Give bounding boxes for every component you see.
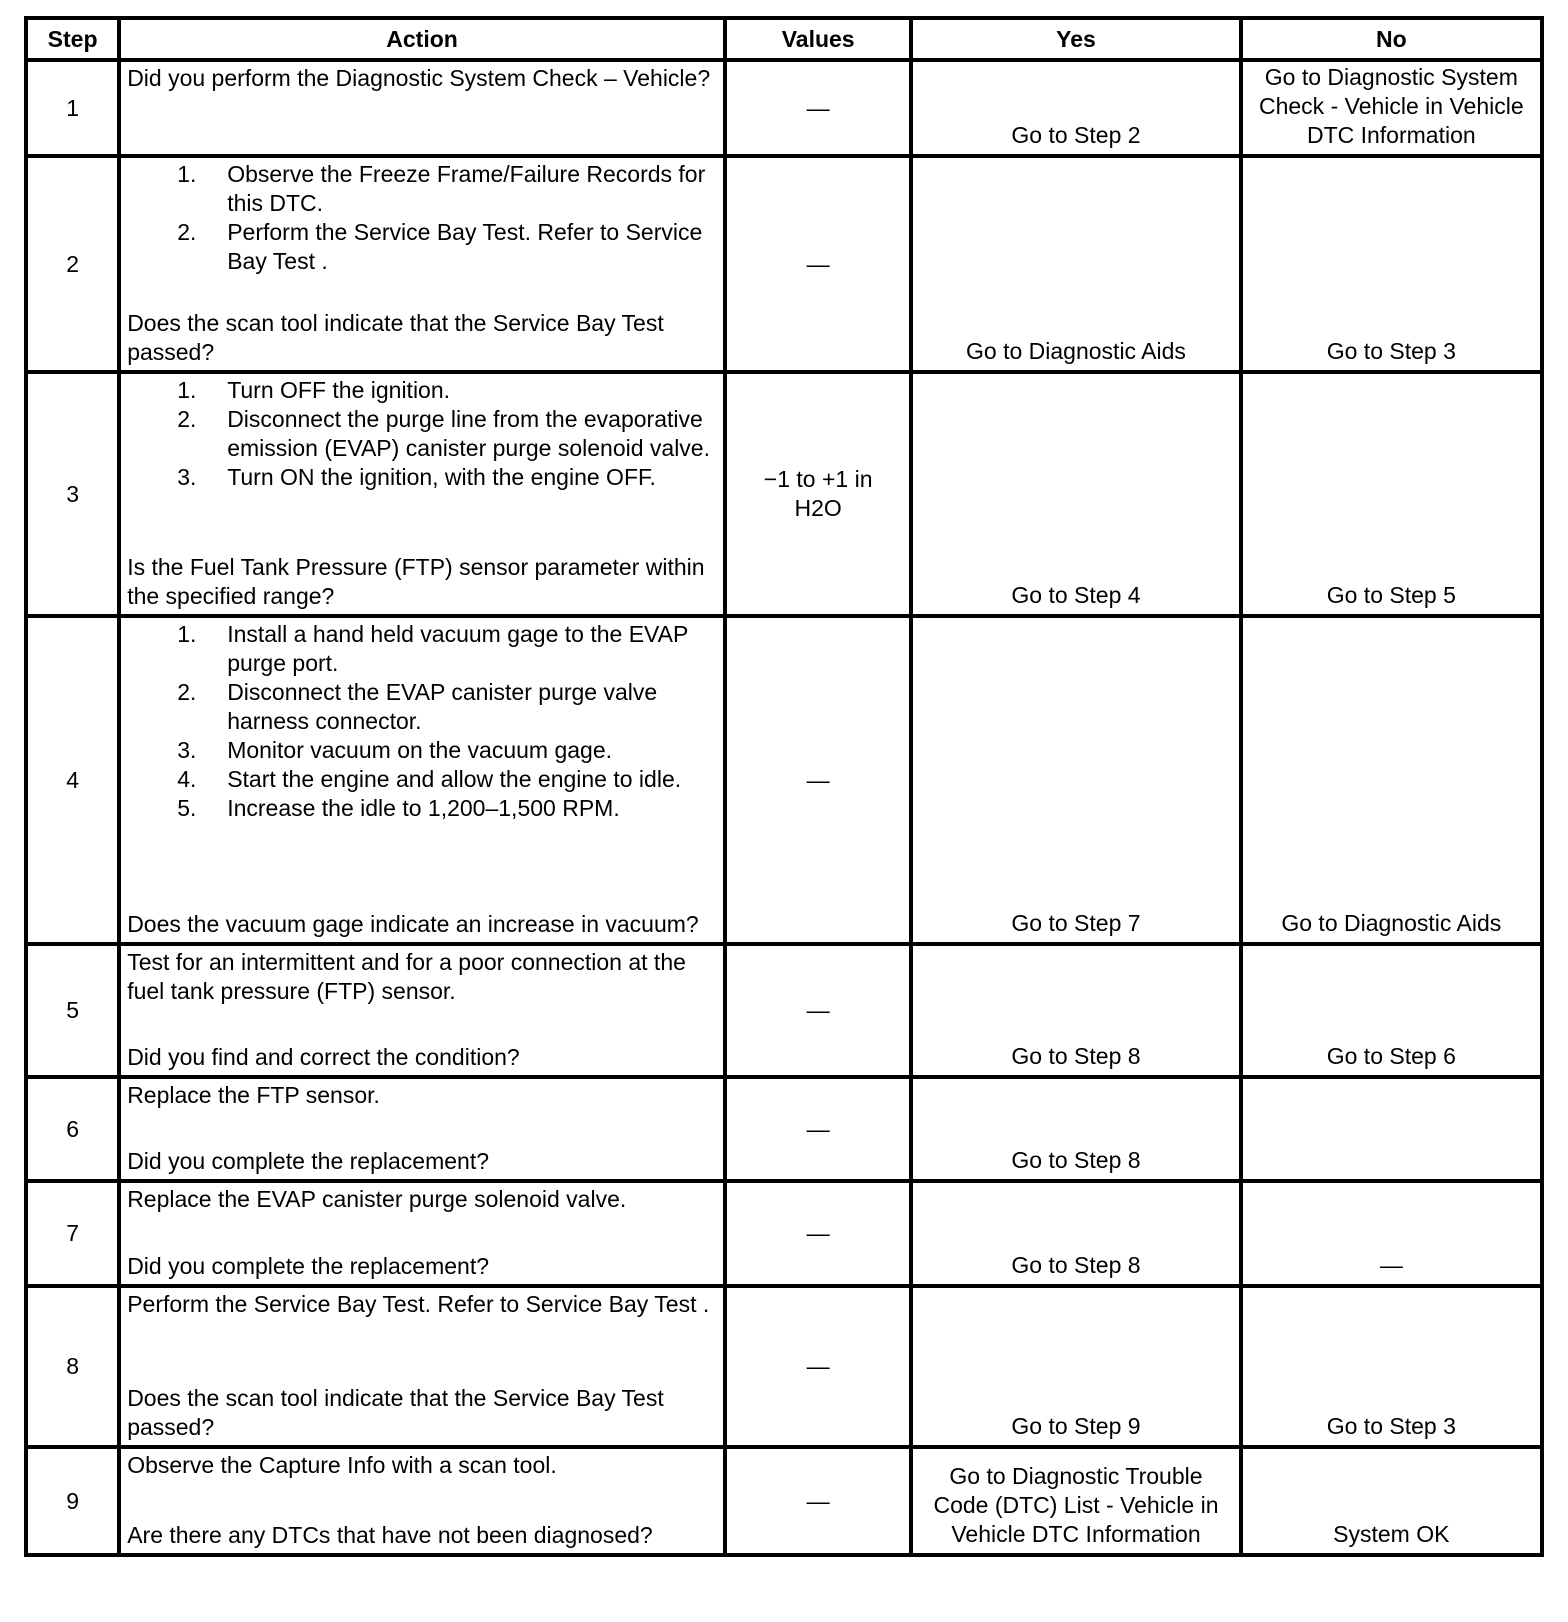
table-row [26, 1447, 1542, 1555]
table-row [26, 1286, 1542, 1447]
no-cell: Go to Diagnostic System Check - Vehicle in Vehicle DTC Information [1241, 60, 1542, 156]
diagnostic-page [24, 16, 1544, 1557]
header-no: No [1241, 18, 1542, 60]
values-cell: — [725, 1181, 911, 1286]
yes-cell: Go to Step 8 [911, 1077, 1240, 1181]
action-step-text: Monitor vacuum on the vacuum gage. [227, 737, 613, 763]
yes-cell: Go to Step 8 [911, 944, 1240, 1077]
no-cell: Go to Step 3 [1241, 156, 1542, 372]
action-step-list [127, 160, 717, 276]
action-top [127, 1185, 717, 1214]
header-yes: Yes [911, 18, 1240, 60]
action-top [127, 1290, 717, 1319]
step-number: 1 [26, 60, 119, 156]
header-action: Action [119, 18, 725, 60]
action-step-item [177, 160, 717, 218]
action-content [127, 376, 717, 611]
no-cell: Go to Step 3 [1241, 1286, 1542, 1447]
action-intro: Replace the EVAP canister purge solenoid valve. [127, 1186, 627, 1212]
values-cell: — [725, 1286, 911, 1447]
action-cell [119, 1286, 725, 1447]
step-number: 8 [26, 1286, 119, 1447]
step-number: 4 [26, 616, 119, 944]
values-cell: — [725, 1077, 911, 1181]
no-cell: Go to Step 6 [1241, 944, 1542, 1077]
action-content [127, 1081, 717, 1176]
action-step-number: 1. [177, 377, 197, 403]
action-step-number: 3. [177, 737, 197, 763]
action-content [127, 1185, 717, 1281]
header-row [26, 18, 1542, 60]
action-intro: Replace the FTP sensor. [127, 1082, 380, 1108]
action-question: Did you complete the replacement? [127, 1253, 489, 1279]
action-step-item [177, 794, 717, 823]
action-intro: Test for an intermittent and for a poor connection at the fuel tank pressure (FTP) sensor. [127, 949, 686, 1004]
action-content [127, 1451, 717, 1550]
action-step-text: Turn ON the ignition, with the engine OFF. [227, 464, 656, 490]
step-number: 5 [26, 944, 119, 1077]
values-cell: — [725, 1447, 911, 1555]
action-step-number: 3. [177, 464, 197, 490]
no-cell: — [1241, 1181, 1542, 1286]
values-cell: — [725, 616, 911, 944]
step-number: 7 [26, 1181, 119, 1286]
table-row [26, 1077, 1542, 1181]
no-cell: System OK [1241, 1447, 1542, 1555]
step-number: 3 [26, 372, 119, 616]
action-step-text: Disconnect the EVAP canister purge valve harness connector. [227, 679, 658, 734]
action-content [127, 948, 717, 1072]
action-top [127, 620, 717, 823]
action-step-number: 1. [177, 161, 197, 187]
action-step-text: Install a hand held vacuum gage to the EVAP purge port. [227, 621, 688, 676]
yes-cell: Go to Step 4 [911, 372, 1240, 616]
action-step-text: Observe the Freeze Frame/Failure Records for this DTC. [227, 161, 706, 216]
step-number: 6 [26, 1077, 119, 1181]
action-content [127, 64, 717, 151]
values-cell: −1 to +1 in H2O [725, 372, 911, 616]
header-step: Step [26, 18, 119, 60]
yes-cell: Go to Step 8 [911, 1181, 1240, 1286]
action-cell [119, 60, 725, 156]
diagnostic-table [24, 16, 1544, 1557]
action-content [127, 620, 717, 939]
action-step-text: Increase the idle to 1,200–1,500 RPM. [227, 795, 620, 821]
action-question: Is the Fuel Tank Pressure (FTP) sensor parameter within the specified range? [127, 554, 705, 609]
values-cell: — [725, 156, 911, 372]
action-top [127, 376, 717, 492]
action-content [127, 160, 717, 367]
action-top [127, 1081, 717, 1110]
action-intro: Did you perform the Diagnostic System Check – Vehicle? [127, 65, 711, 91]
yes-cell: Go to Diagnostic Trouble Code (DTC) List - Vehicle in Vehicle DTC Information [911, 1447, 1240, 1555]
action-step-number: 5. [177, 795, 197, 821]
action-cell [119, 1181, 725, 1286]
step-number: 2 [26, 156, 119, 372]
action-top [127, 1451, 717, 1480]
action-question: Are there any DTCs that have not been diagnosed? [127, 1522, 653, 1548]
action-step-text: Perform the Service Bay Test. Refer to Service Bay Test . [227, 219, 703, 274]
action-step-item [177, 765, 717, 794]
values-cell: — [725, 944, 911, 1077]
action-intro: Observe the Capture Info with a scan tool. [127, 1452, 557, 1478]
no-cell: Go to Diagnostic Aids [1241, 616, 1542, 944]
action-question: Did you find and correct the condition? [127, 1044, 520, 1070]
action-question: Did you complete the replacement? [127, 1148, 489, 1174]
table-row [26, 944, 1542, 1077]
action-step-item [177, 678, 717, 736]
table-row [26, 372, 1542, 616]
action-step-text: Disconnect the purge line from the evaporative emission (EVAP) canister purge solenoid valve. [227, 406, 710, 461]
action-step-number: 2. [177, 406, 197, 432]
action-step-number: 1. [177, 621, 197, 647]
yes-cell: Go to Step 2 [911, 60, 1240, 156]
table-row [26, 1181, 1542, 1286]
values-cell: — [725, 60, 911, 156]
action-cell [119, 1447, 725, 1555]
action-step-number: 2. [177, 219, 197, 245]
action-step-list [127, 620, 717, 823]
action-question: Does the scan tool indicate that the Service Bay Test passed? [127, 1385, 664, 1440]
action-cell [119, 372, 725, 616]
step-number: 9 [26, 1447, 119, 1555]
no-cell: Go to Step 5 [1241, 372, 1542, 616]
table-row [26, 156, 1542, 372]
action-question: Does the scan tool indicate that the Service Bay Test passed? [127, 310, 664, 365]
action-step-item [177, 620, 717, 678]
yes-cell: Go to Step 9 [911, 1286, 1240, 1447]
table-body [26, 60, 1542, 1555]
action-step-text: Start the engine and allow the engine to idle. [227, 766, 682, 792]
action-intro: Perform the Service Bay Test. Refer to Service Bay Test . [127, 1291, 710, 1317]
yes-cell: Go to Diagnostic Aids [911, 156, 1240, 372]
table-row [26, 616, 1542, 944]
action-step-item [177, 405, 717, 463]
header-values: Values [725, 18, 911, 60]
action-cell [119, 944, 725, 1077]
action-step-number: 4. [177, 766, 197, 792]
no-cell [1241, 1077, 1542, 1181]
action-cell [119, 156, 725, 372]
action-step-item [177, 463, 717, 492]
action-question: Does the vacuum gage indicate an increase in vacuum? [127, 911, 699, 937]
action-step-item [177, 218, 717, 276]
action-top [127, 948, 717, 1006]
action-content [127, 1290, 717, 1442]
action-step-text: Turn OFF the ignition. [227, 377, 451, 403]
table-row [26, 60, 1542, 156]
action-top [127, 64, 717, 93]
action-step-item [177, 736, 717, 765]
action-cell [119, 616, 725, 944]
action-step-item [177, 376, 717, 405]
action-step-number: 2. [177, 679, 197, 705]
action-cell [119, 1077, 725, 1181]
action-top [127, 160, 717, 276]
action-step-list [127, 376, 717, 492]
yes-cell: Go to Step 7 [911, 616, 1240, 944]
